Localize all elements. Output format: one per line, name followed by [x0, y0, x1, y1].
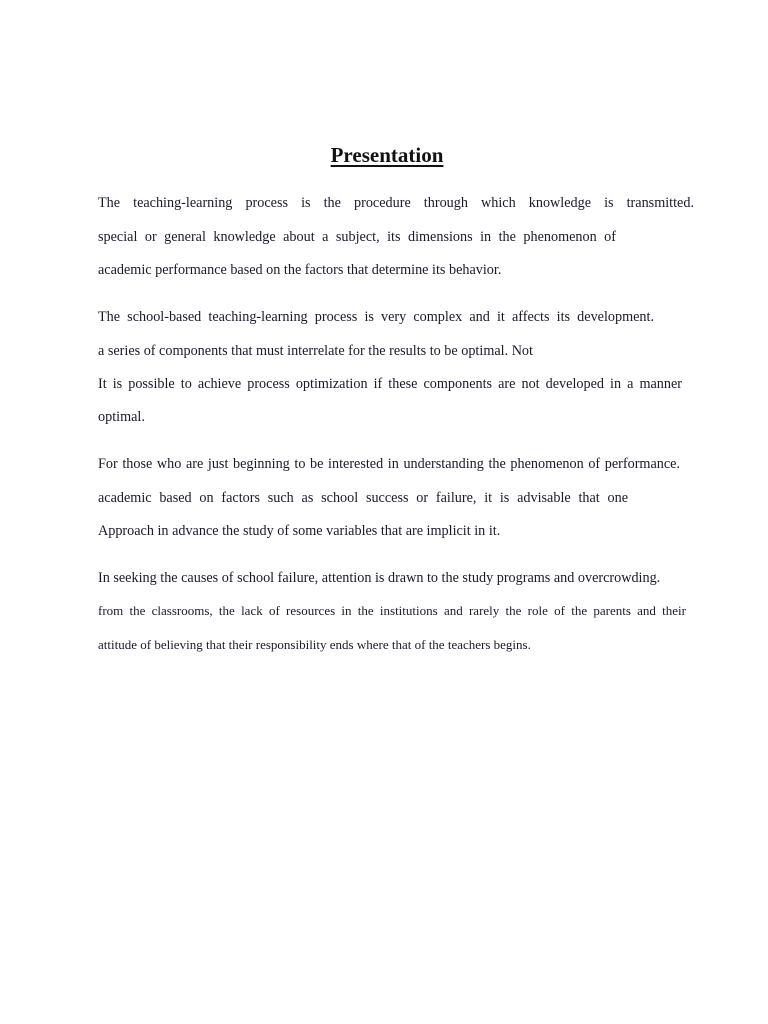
- paragraph-line: special or general knowledge about a subject, its dimensions in the phenomenon of: [98, 229, 616, 245]
- paragraph-line: academic based on factors such as school success or failure, it is advisable that one: [98, 490, 628, 506]
- paragraph-line: a series of components that must interrelate for the results to be optimal. Not: [98, 343, 533, 359]
- paragraph-line: In seeking the causes of school failure, attention is drawn to the study programs and overcrowding.: [98, 570, 661, 586]
- paragraph-line: from the classrooms, the lack of resources in the institutions and rarely the role of the parents and their: [98, 603, 686, 618]
- paragraph-line: The school-based teaching-learning process is very complex and it affects its development.: [98, 309, 654, 325]
- paragraph-line: attitude of believing that their responsibility ends where that of the teachers begins.: [98, 637, 531, 652]
- paragraph-line: optimal.: [98, 409, 145, 425]
- paragraph-line: Approach in advance the study of some variables that are implicit in it.: [98, 523, 501, 539]
- page-title: Presentation: [330, 143, 444, 167]
- paragraph-line: It is possible to achieve process optimization if these components are not developed in a manner: [98, 376, 682, 392]
- paragraph-line: The teaching-learning process is the procedure through which knowledge is transmitted.: [98, 195, 694, 211]
- paragraph-line: For those who are just beginning to be interested in understanding the phenomenon of performance.: [98, 456, 680, 472]
- paragraph-line: academic performance based on the factors that determine its behavior.: [98, 262, 502, 278]
